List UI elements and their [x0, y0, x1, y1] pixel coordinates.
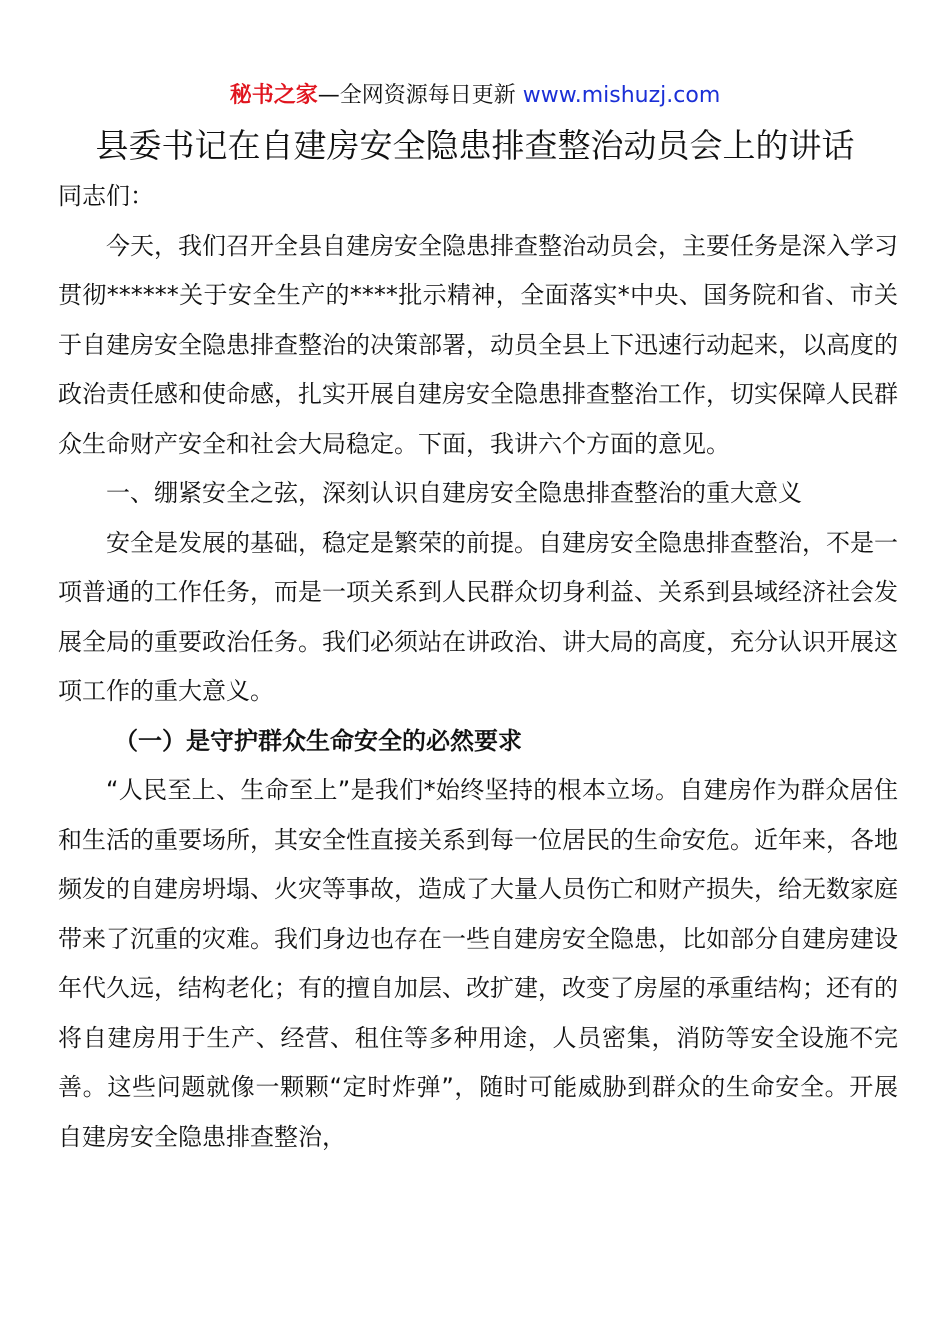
paragraph-intro: 今天，我们召开全县自建房安全隐患排查整治动员会，主要任务是深入学习贯彻******关于安全生产的****批示精神，全面落实*中央、国务院和省、市关于自建房安全隐患排查整治的决策部署，动员全县上下迅速行动起来，以高度的政治责任感和使命感，扎实开展自建房安全隐患排查整治工作，切实保障人民群众生命财产安全和社会大局稳定。下面，我讲六个方面的意见。: [58, 231, 898, 458]
document-body: [58, 172, 898, 1162]
paragraph-subsection-1: “人民至上、生命至上”是我们*始终坚持的根本立场。自建房作为群众居住和生活的重要场所，其安全性直接关系到每一位居民的生命安危。近年来，各地频发的自建房坍塌、火灾等事故，造成了大量人员伤亡和财产损失，给无数家庭带来了沉重的灾难。我们身边也存在一些自建房安全隐患，比如部分自建房建设年代久远，结构老化；有的擅自加层、改扩建，改变了房屋的承重结构；还有的将自建房用于生产、经营、租住等多种用途，人员密集，消防等安全设施不完善。这些问题就像一颗颗“定时炸弹”，随时可能威胁到群众的生命安全。开展自建房安全隐患排查整治，: [58, 776, 898, 1151]
site-header: [0, 80, 950, 112]
site-url-link[interactable]: www.mishuzj.com: [522, 83, 721, 108]
paragraph-section-1: 安全是发展的基础，稳定是繁荣的前提。自建房安全隐患排查整治，不是一项普通的工作任务，而是一项关系到人民群众切身利益、关系到县域经济社会发展全局的重要政治任务。我们必须站在讲政治、讲大局的高度，充分认识开展这项工作的重大意义。: [58, 528, 898, 705]
subsection-heading-1: （一）是守护群众生命安全的必然要求: [114, 726, 522, 755]
salutation: 同志们：: [58, 182, 154, 210]
document-title: 县委书记在自建房安全隐患排查整治动员会上的讲话: [95, 126, 855, 165]
brand-name: 秘书之家: [229, 83, 318, 108]
section-heading-1: 一、绷紧安全之弦，深刻认识自建房安全隐患排查整治的重大意义: [106, 479, 802, 507]
tagline: —全网资源每日更新: [317, 83, 523, 108]
